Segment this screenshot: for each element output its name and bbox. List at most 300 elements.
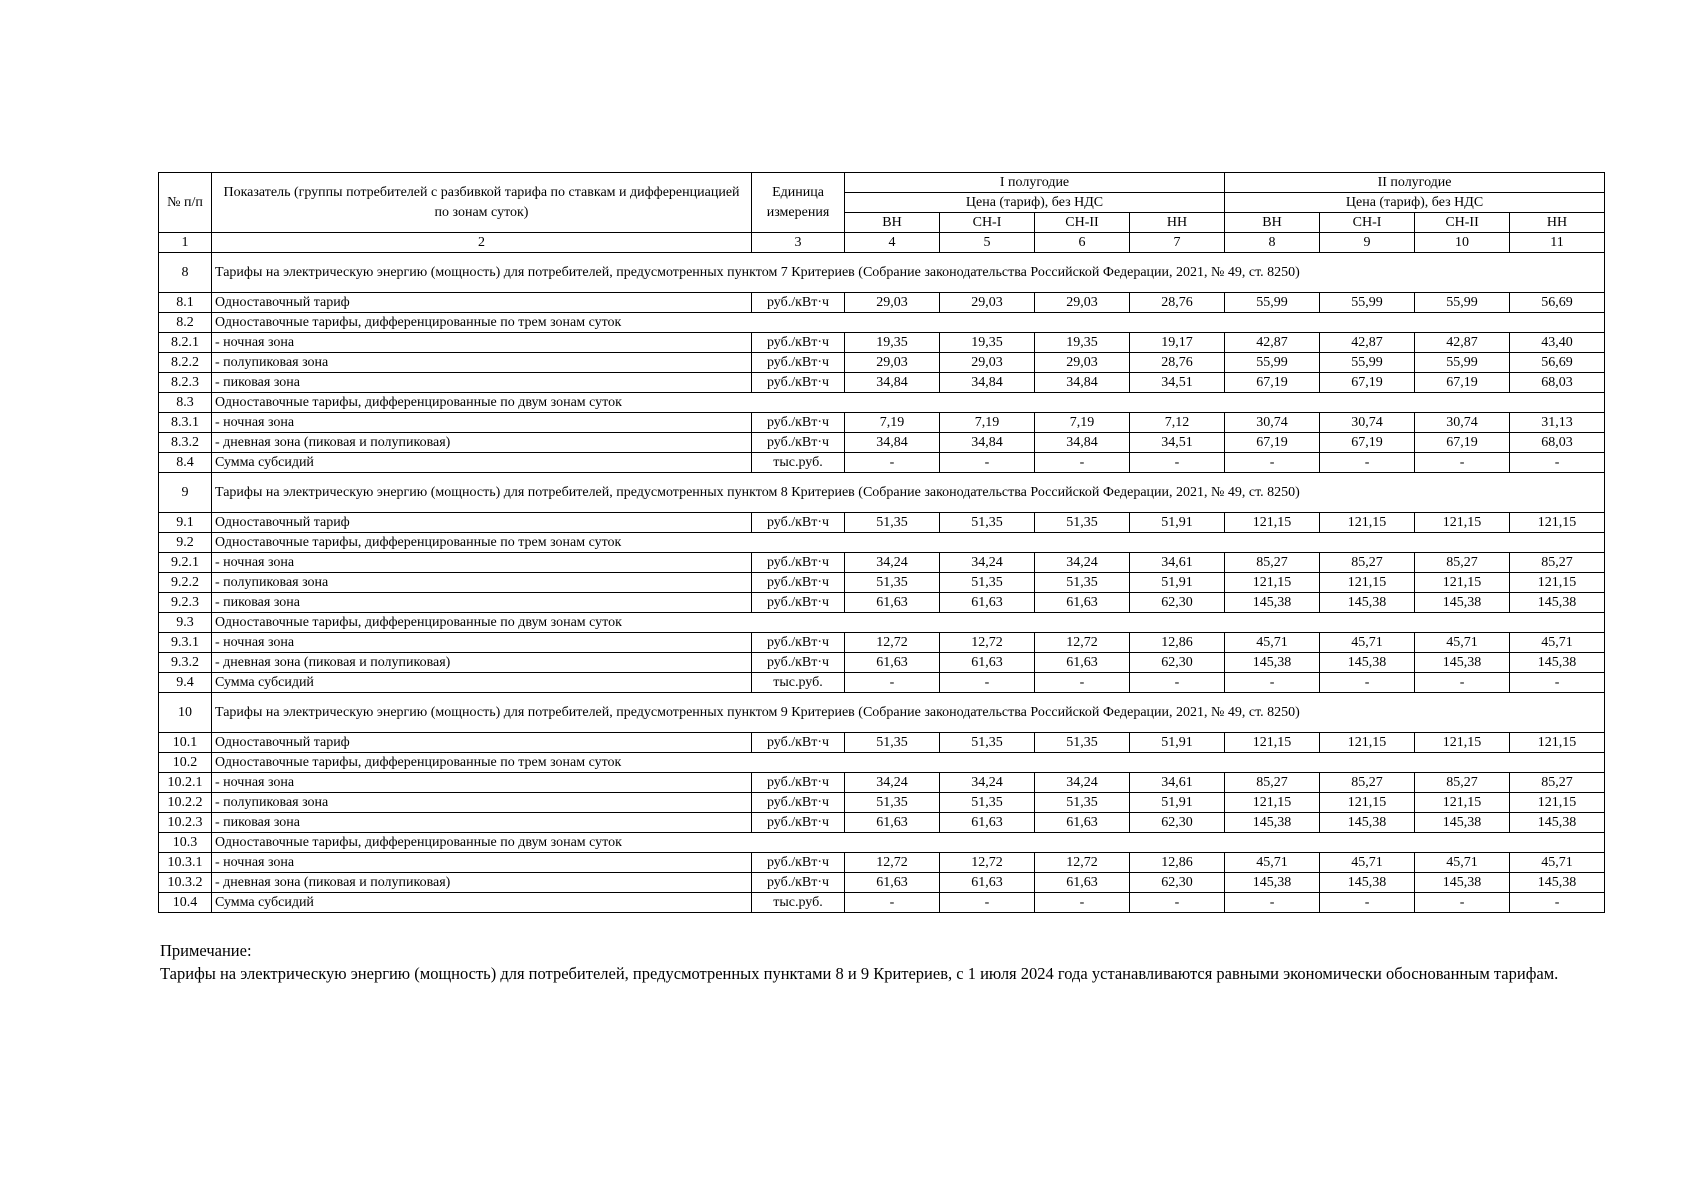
column-number: 6 xyxy=(1035,233,1130,253)
section-number: 9 xyxy=(159,473,212,513)
tariff-value: 61,63 xyxy=(1035,873,1130,893)
tariff-value: 55,99 xyxy=(1225,353,1320,373)
tariff-value: 62,30 xyxy=(1130,813,1225,833)
tariff-value: 34,84 xyxy=(940,373,1035,393)
row-indicator: - дневная зона (пиковая и полупиковая) xyxy=(212,653,752,673)
tariff-value: 30,74 xyxy=(1225,413,1320,433)
tariff-value: 121,15 xyxy=(1415,793,1510,813)
header-level: НН xyxy=(1510,213,1605,233)
tariff-value: 145,38 xyxy=(1320,593,1415,613)
tariff-value: 85,27 xyxy=(1320,773,1415,793)
tariff-value: 121,15 xyxy=(1225,513,1320,533)
row-number: 10.2.1 xyxy=(159,773,212,793)
row-unit: руб./кВт·ч xyxy=(752,333,845,353)
tariff-value: 121,15 xyxy=(1415,513,1510,533)
tariff-value: 12,72 xyxy=(1035,633,1130,653)
tariff-value: 145,38 xyxy=(1320,813,1415,833)
row-unit: руб./кВт·ч xyxy=(752,293,845,313)
tariff-value: 68,03 xyxy=(1510,433,1605,453)
tariff-value: 61,63 xyxy=(845,653,940,673)
table-row xyxy=(159,813,1605,833)
row-unit: руб./кВт·ч xyxy=(752,553,845,573)
tariff-value: 12,86 xyxy=(1130,633,1225,653)
tariff-value: 61,63 xyxy=(845,813,940,833)
tariff-value: 85,27 xyxy=(1415,553,1510,573)
tariff-value: 145,38 xyxy=(1510,873,1605,893)
tariff-value: 51,91 xyxy=(1130,513,1225,533)
row-unit: руб./кВт·ч xyxy=(752,633,845,653)
tariff-value: 145,38 xyxy=(1510,593,1605,613)
row-number: 8.3.1 xyxy=(159,413,212,433)
tariff-value: - xyxy=(1035,453,1130,473)
tariff-value: 67,19 xyxy=(1225,433,1320,453)
table-row xyxy=(159,413,1605,433)
row-indicator: - пиковая зона xyxy=(212,813,752,833)
tariff-value: 145,38 xyxy=(1320,873,1415,893)
header-level: СН-I xyxy=(940,213,1035,233)
row-number: 9.4 xyxy=(159,673,212,693)
tariff-value: 51,35 xyxy=(1035,793,1130,813)
row-unit: руб./кВт·ч xyxy=(752,873,845,893)
tariff-value: 51,35 xyxy=(845,513,940,533)
tariff-value: 29,03 xyxy=(845,293,940,313)
tariff-value: 7,19 xyxy=(845,413,940,433)
column-number: 1 xyxy=(159,233,212,253)
row-unit: руб./кВт·ч xyxy=(752,593,845,613)
tariff-value: 34,84 xyxy=(940,433,1035,453)
tariff-value: - xyxy=(940,673,1035,693)
tariff-value: 145,38 xyxy=(1415,873,1510,893)
tariff-value: 121,15 xyxy=(1225,573,1320,593)
tariff-value: 34,24 xyxy=(1035,773,1130,793)
row-number: 9.3.1 xyxy=(159,633,212,653)
tariff-value: 62,30 xyxy=(1130,653,1225,673)
tariff-value: 12,72 xyxy=(940,853,1035,873)
group-row xyxy=(159,533,1605,553)
tariff-value: 85,27 xyxy=(1225,773,1320,793)
tariff-value: 51,91 xyxy=(1130,793,1225,813)
tariff-value: 67,19 xyxy=(1320,433,1415,453)
row-unit: руб./кВт·ч xyxy=(752,433,845,453)
row-number: 10.3 xyxy=(159,833,212,853)
tariff-value: 51,35 xyxy=(940,793,1035,813)
tariff-value: 34,24 xyxy=(845,553,940,573)
tariff-value: 67,19 xyxy=(1320,373,1415,393)
tariff-value: 45,71 xyxy=(1225,633,1320,653)
group-title: Одноставочные тарифы, дифференцированные по трем зонам суток xyxy=(212,753,1605,773)
column-number: 11 xyxy=(1510,233,1605,253)
tariff-value: 55,99 xyxy=(1225,293,1320,313)
tariff-value: 68,03 xyxy=(1510,373,1605,393)
column-number: 2 xyxy=(212,233,752,253)
group-title: Одноставочные тарифы, дифференцированные по трем зонам суток xyxy=(212,533,1605,553)
table-row xyxy=(159,593,1605,613)
tariff-value: 34,84 xyxy=(1035,373,1130,393)
tariff-value: 145,38 xyxy=(1225,813,1320,833)
tariff-value: 51,91 xyxy=(1130,573,1225,593)
table-row xyxy=(159,853,1605,873)
tariff-value: - xyxy=(1320,673,1415,693)
header-price-2: Цена (тариф), без НДС xyxy=(1225,193,1605,213)
tariff-value: 42,87 xyxy=(1415,333,1510,353)
tariff-value: 55,99 xyxy=(1320,293,1415,313)
table-header xyxy=(159,173,1605,253)
tariff-table xyxy=(158,172,1605,913)
row-number: 8.2.1 xyxy=(159,333,212,353)
tariff-value: 121,15 xyxy=(1320,793,1415,813)
row-indicator: Одноставочный тариф xyxy=(212,513,752,533)
row-unit: руб./кВт·ч xyxy=(752,373,845,393)
row-number: 9.2 xyxy=(159,533,212,553)
row-number: 9.3 xyxy=(159,613,212,633)
tariff-value: - xyxy=(1415,893,1510,913)
tariff-value: 19,17 xyxy=(1130,333,1225,353)
section-row xyxy=(159,693,1605,733)
tariff-value: 43,40 xyxy=(1510,333,1605,353)
table-row xyxy=(159,553,1605,573)
tariff-value: 61,63 xyxy=(845,593,940,613)
row-number: 10.2 xyxy=(159,753,212,773)
row-number: 8.1 xyxy=(159,293,212,313)
column-number: 5 xyxy=(940,233,1035,253)
row-indicator: Сумма субсидий xyxy=(212,673,752,693)
tariff-value: 28,76 xyxy=(1130,353,1225,373)
tariff-value: 19,35 xyxy=(845,333,940,353)
row-indicator: - пиковая зона xyxy=(212,593,752,613)
tariff-value: 45,71 xyxy=(1415,633,1510,653)
tariff-value: 29,03 xyxy=(1035,293,1130,313)
column-number: 7 xyxy=(1130,233,1225,253)
tariff-value: 51,35 xyxy=(940,733,1035,753)
group-row xyxy=(159,393,1605,413)
column-number: 8 xyxy=(1225,233,1320,253)
tariff-value: 121,15 xyxy=(1225,733,1320,753)
tariff-value: 67,19 xyxy=(1225,373,1320,393)
column-number: 9 xyxy=(1320,233,1415,253)
group-title: Одноставочные тарифы, дифференцированные по трем зонам суток xyxy=(212,313,1605,333)
row-indicator: - дневная зона (пиковая и полупиковая) xyxy=(212,433,752,453)
tariff-value: 51,91 xyxy=(1130,733,1225,753)
tariff-value: - xyxy=(1415,453,1510,473)
tariff-value: - xyxy=(1035,673,1130,693)
table-row xyxy=(159,633,1605,653)
row-indicator: - ночная зона xyxy=(212,773,752,793)
table-row xyxy=(159,733,1605,753)
tariff-value: 34,84 xyxy=(1035,433,1130,453)
tariff-value: 145,38 xyxy=(1320,653,1415,673)
tariff-value: 30,74 xyxy=(1415,413,1510,433)
row-indicator: - дневная зона (пиковая и полупиковая) xyxy=(212,873,752,893)
table-row xyxy=(159,333,1605,353)
tariff-value: - xyxy=(1320,453,1415,473)
tariff-value: 19,35 xyxy=(940,333,1035,353)
tariff-value: 67,19 xyxy=(1415,373,1510,393)
tariff-value: 12,86 xyxy=(1130,853,1225,873)
tariff-value: - xyxy=(1415,673,1510,693)
tariff-value: 61,63 xyxy=(940,593,1035,613)
row-unit: тыс.руб. xyxy=(752,893,845,913)
note-label: Примечание: xyxy=(160,941,252,960)
row-unit: руб./кВт·ч xyxy=(752,853,845,873)
tariff-value: 51,35 xyxy=(1035,513,1130,533)
row-indicator: Одноставочный тариф xyxy=(212,293,752,313)
tariff-value: 55,99 xyxy=(1415,293,1510,313)
tariff-value: - xyxy=(845,453,940,473)
row-unit: тыс.руб. xyxy=(752,453,845,473)
tariff-value: 51,35 xyxy=(940,573,1035,593)
tariff-value: 121,15 xyxy=(1510,513,1605,533)
tariff-value: 34,61 xyxy=(1130,553,1225,573)
tariff-value: 62,30 xyxy=(1130,873,1225,893)
tariff-value: 12,72 xyxy=(845,633,940,653)
group-row xyxy=(159,833,1605,853)
tariff-value: 51,35 xyxy=(845,733,940,753)
tariff-value: 45,71 xyxy=(1510,633,1605,653)
tariff-value: 51,35 xyxy=(845,793,940,813)
tariff-value: 56,69 xyxy=(1510,353,1605,373)
tariff-value: 55,99 xyxy=(1320,353,1415,373)
tariff-value: - xyxy=(1225,893,1320,913)
tariff-value: 34,24 xyxy=(1035,553,1130,573)
row-unit: руб./кВт·ч xyxy=(752,513,845,533)
tariff-value: 12,72 xyxy=(1035,853,1130,873)
row-unit: руб./кВт·ч xyxy=(752,733,845,753)
tariff-value: 29,03 xyxy=(940,353,1035,373)
row-number: 8.3 xyxy=(159,393,212,413)
tariff-value: 45,71 xyxy=(1225,853,1320,873)
tariff-value: - xyxy=(845,893,940,913)
tariff-value: - xyxy=(1510,453,1605,473)
tariff-value: 34,61 xyxy=(1130,773,1225,793)
header-num: № п/п xyxy=(159,173,212,233)
tariff-value: 51,35 xyxy=(940,513,1035,533)
section-title: Тарифы на электрическую энергию (мощность) для потребителей, предусмотренных пунктом 8 Критериев (Собрание законодательства Российской Федерации, 2021, № 49, ст. 8250) xyxy=(212,473,1605,513)
table-row xyxy=(159,673,1605,693)
tariff-value: - xyxy=(1225,673,1320,693)
row-number: 10.4 xyxy=(159,893,212,913)
tariff-value: 145,38 xyxy=(1415,593,1510,613)
tariff-value: 45,71 xyxy=(1320,853,1415,873)
tariff-value: 85,27 xyxy=(1510,553,1605,573)
row-unit: руб./кВт·ч xyxy=(752,353,845,373)
tariff-value: 51,35 xyxy=(845,573,940,593)
row-indicator: Одноставочный тариф xyxy=(212,733,752,753)
row-unit: руб./кВт·ч xyxy=(752,813,845,833)
header-level: СН-I xyxy=(1320,213,1415,233)
tariff-value: 51,35 xyxy=(1035,733,1130,753)
group-row xyxy=(159,753,1605,773)
tariff-value: 85,27 xyxy=(1225,553,1320,573)
tariff-value: 61,63 xyxy=(1035,593,1130,613)
header-level: ВН xyxy=(1225,213,1320,233)
tariff-value: 34,51 xyxy=(1130,373,1225,393)
table-row xyxy=(159,893,1605,913)
tariff-value: - xyxy=(845,673,940,693)
header-level: СН-II xyxy=(1035,213,1130,233)
tariff-value: 31,13 xyxy=(1510,413,1605,433)
row-number: 8.2.3 xyxy=(159,373,212,393)
group-title: Одноставочные тарифы, дифференцированные по двум зонам суток xyxy=(212,613,1605,633)
section-row xyxy=(159,473,1605,513)
row-unit: руб./кВт·ч xyxy=(752,793,845,813)
row-indicator: - ночная зона xyxy=(212,853,752,873)
row-number: 8.4 xyxy=(159,453,212,473)
tariff-value: - xyxy=(1130,673,1225,693)
row-indicator: - ночная зона xyxy=(212,413,752,433)
tariff-value: 145,38 xyxy=(1510,653,1605,673)
tariff-value: 121,15 xyxy=(1320,733,1415,753)
header-half-2: II полугодие xyxy=(1225,173,1605,193)
tariff-value: 7,19 xyxy=(940,413,1035,433)
tariff-value: 28,76 xyxy=(1130,293,1225,313)
group-title: Одноставочные тарифы, дифференцированные по двум зонам суток xyxy=(212,833,1605,853)
header-level: ВН xyxy=(845,213,940,233)
tariff-value: 34,24 xyxy=(940,773,1035,793)
tariff-value: - xyxy=(1510,893,1605,913)
row-number: 9.3.2 xyxy=(159,653,212,673)
section-title: Тарифы на электрическую энергию (мощность) для потребителей, предусмотренных пунктом 9 Критериев (Собрание законодательства Российской Федерации, 2021, № 49, ст. 8250) xyxy=(212,693,1605,733)
row-indicator: - полупиковая зона xyxy=(212,573,752,593)
tariff-value: 85,27 xyxy=(1510,773,1605,793)
tariff-value: 45,71 xyxy=(1415,853,1510,873)
row-number: 8.3.2 xyxy=(159,433,212,453)
tariff-value: 121,15 xyxy=(1415,733,1510,753)
table-row xyxy=(159,373,1605,393)
table-row xyxy=(159,653,1605,673)
tariff-value: 29,03 xyxy=(940,293,1035,313)
column-number: 4 xyxy=(845,233,940,253)
tariff-value: - xyxy=(940,453,1035,473)
tariff-value: - xyxy=(1320,893,1415,913)
row-unit: руб./кВт·ч xyxy=(752,413,845,433)
tariff-value: 61,63 xyxy=(1035,653,1130,673)
tariff-value: 121,15 xyxy=(1320,573,1415,593)
table-row xyxy=(159,573,1605,593)
header-level: НН xyxy=(1130,213,1225,233)
tariff-value: 121,15 xyxy=(1415,573,1510,593)
tariff-value: - xyxy=(940,893,1035,913)
row-number: 10.1 xyxy=(159,733,212,753)
row-number: 10.3.2 xyxy=(159,873,212,893)
tariff-value: 7,19 xyxy=(1035,413,1130,433)
tariff-value: 34,51 xyxy=(1130,433,1225,453)
row-unit: руб./кВт·ч xyxy=(752,653,845,673)
table-row xyxy=(159,293,1605,313)
tariff-value: 42,87 xyxy=(1225,333,1320,353)
header-unit: Единица измерения xyxy=(752,173,845,233)
section-number: 10 xyxy=(159,693,212,733)
tariff-value: 145,38 xyxy=(1225,873,1320,893)
header-indicator: Показатель (группы потребителей с разбивкой тарифа по ставкам и дифференциацией по зонам суток) xyxy=(212,173,752,233)
tariff-value: 29,03 xyxy=(845,353,940,373)
table-row xyxy=(159,453,1605,473)
tariff-value: 121,15 xyxy=(1510,793,1605,813)
section-row xyxy=(159,253,1605,293)
tariff-value: 12,72 xyxy=(940,633,1035,653)
table-row xyxy=(159,773,1605,793)
tariff-value: 145,38 xyxy=(1415,653,1510,673)
tariff-value: 85,27 xyxy=(1415,773,1510,793)
column-number: 10 xyxy=(1415,233,1510,253)
tariff-value: 34,84 xyxy=(845,373,940,393)
tariff-value: 62,30 xyxy=(1130,593,1225,613)
row-indicator: - полупиковая зона xyxy=(212,353,752,373)
tariff-value: 51,35 xyxy=(1035,573,1130,593)
tariff-value: 19,35 xyxy=(1035,333,1130,353)
header-column-numbers xyxy=(159,233,1605,253)
tariff-value: 121,15 xyxy=(1320,513,1415,533)
tariff-value: 55,99 xyxy=(1415,353,1510,373)
group-title: Одноставочные тарифы, дифференцированные по двум зонам суток xyxy=(212,393,1605,413)
tariff-value: - xyxy=(1035,893,1130,913)
row-indicator: - полупиковая зона xyxy=(212,793,752,813)
tariff-value: 42,87 xyxy=(1320,333,1415,353)
tariff-value: 30,74 xyxy=(1320,413,1415,433)
header-half-1: I полугодие xyxy=(845,173,1225,193)
note-text: Тарифы на электрическую энергию (мощность) для потребителей, предусмотренных пунктами 8 и 9 Критериев, с 1 июля 2024 года устанавливаются равными экономически обоснованным тарифам. xyxy=(160,964,1559,983)
row-number: 9.2.1 xyxy=(159,553,212,573)
row-number: 8.2 xyxy=(159,313,212,333)
tariff-value: 45,71 xyxy=(1320,633,1415,653)
header-price-1: Цена (тариф), без НДС xyxy=(845,193,1225,213)
row-unit: тыс.руб. xyxy=(752,673,845,693)
table-row xyxy=(159,793,1605,813)
row-indicator: - ночная зона xyxy=(212,633,752,653)
group-row xyxy=(159,313,1605,333)
row-indicator: Сумма субсидий xyxy=(212,893,752,913)
tariff-value: 61,63 xyxy=(845,873,940,893)
row-number: 9.2.2 xyxy=(159,573,212,593)
tariff-value: 61,63 xyxy=(1035,813,1130,833)
row-number: 9.2.3 xyxy=(159,593,212,613)
table-row xyxy=(159,873,1605,893)
tariff-value: 7,12 xyxy=(1130,413,1225,433)
row-unit: руб./кВт·ч xyxy=(752,573,845,593)
section-number: 8 xyxy=(159,253,212,293)
tariff-value: 85,27 xyxy=(1320,553,1415,573)
tariff-value: 61,63 xyxy=(940,813,1035,833)
column-number: 3 xyxy=(752,233,845,253)
header-level: СН-II xyxy=(1415,213,1510,233)
tariff-value: - xyxy=(1510,673,1605,693)
row-number: 9.1 xyxy=(159,513,212,533)
section-title: Тарифы на электрическую энергию (мощность) для потребителей, предусмотренных пунктом 7 Критериев (Собрание законодательства Российской Федерации, 2021, № 49, ст. 8250) xyxy=(212,253,1605,293)
tariff-value: - xyxy=(1130,893,1225,913)
row-number: 10.3.1 xyxy=(159,853,212,873)
tariff-value: 56,69 xyxy=(1510,293,1605,313)
row-number: 10.2.2 xyxy=(159,793,212,813)
tariff-value: 34,84 xyxy=(845,433,940,453)
tariff-value: 121,15 xyxy=(1225,793,1320,813)
tariff-value: - xyxy=(1225,453,1320,473)
group-row xyxy=(159,613,1605,633)
table-row xyxy=(159,433,1605,453)
tariff-value: 61,63 xyxy=(940,653,1035,673)
row-indicator: - ночная зона xyxy=(212,553,752,573)
tariff-value: 145,38 xyxy=(1510,813,1605,833)
tariff-value: 29,03 xyxy=(1035,353,1130,373)
note xyxy=(160,939,1600,985)
tariff-value: 145,38 xyxy=(1415,813,1510,833)
tariff-value: 45,71 xyxy=(1510,853,1605,873)
row-number: 10.2.3 xyxy=(159,813,212,833)
tariff-value: 145,38 xyxy=(1225,593,1320,613)
tariff-value: 121,15 xyxy=(1510,573,1605,593)
tariff-value: 34,24 xyxy=(940,553,1035,573)
tariff-value: 34,24 xyxy=(845,773,940,793)
row-indicator: - ночная зона xyxy=(212,333,752,353)
table-body xyxy=(159,253,1605,913)
